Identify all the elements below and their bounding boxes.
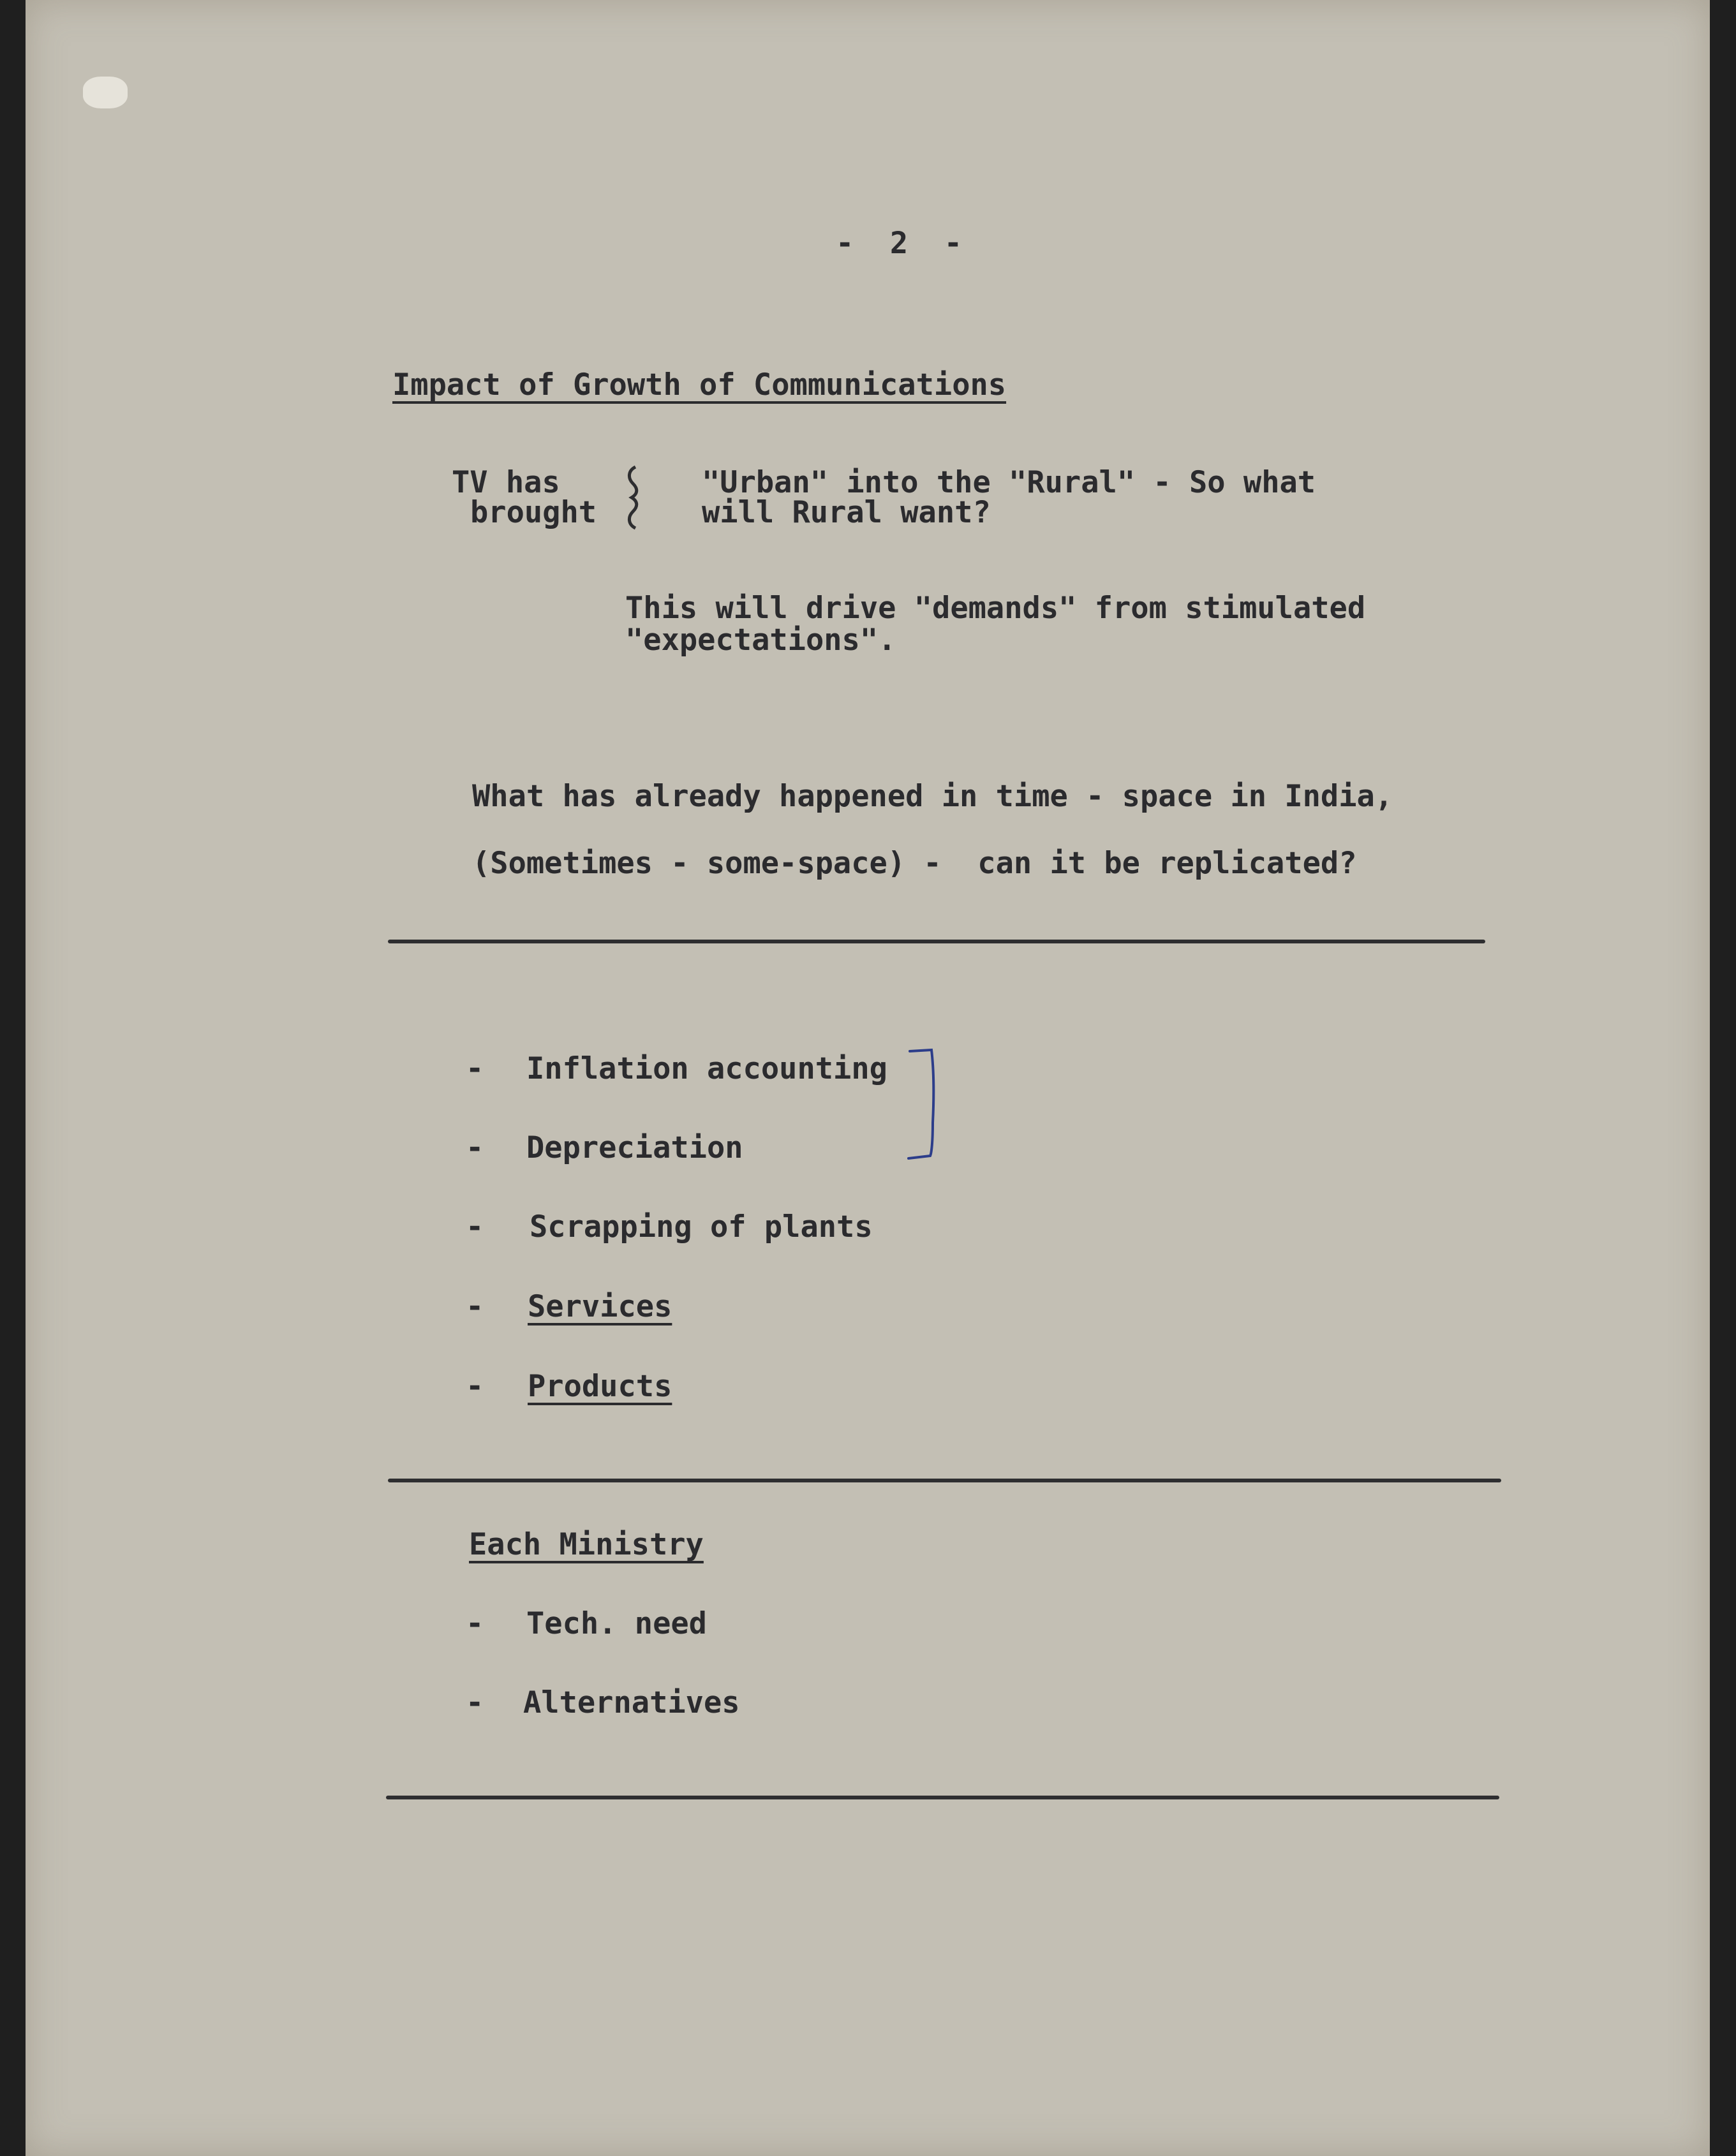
brace-mark — [624, 464, 643, 531]
handwritten-bracket — [906, 1046, 944, 1161]
question-line1: What has already happened in time - space in India, — [472, 779, 1393, 814]
list-dash: - — [466, 1051, 484, 1086]
tv-label-line2: brought — [470, 495, 597, 530]
divider-rule-2 — [388, 1479, 1501, 1482]
divider-rule-1 — [388, 940, 1485, 943]
list-item-scrapping-of-plants: Scrapping of plants — [530, 1209, 873, 1244]
section-heading-communications: Impact of Growth of Communications — [392, 367, 1007, 402]
list-dash: - — [466, 1130, 484, 1165]
list-dash: - — [466, 1606, 484, 1641]
list-item-products: Products — [528, 1369, 672, 1404]
list-dash: - — [466, 1209, 484, 1244]
tv-text-line2: will Rural want? — [702, 495, 991, 530]
list-dash: - — [466, 1289, 484, 1324]
list-item-inflation-accounting: Inflation accounting — [526, 1051, 887, 1086]
list-item-tech-need: Tech. need — [526, 1606, 707, 1641]
page-number: - 2 - — [836, 226, 963, 261]
tv-text-line1: "Urban" into the "Rural" - So what — [702, 465, 1316, 500]
section-heading-each-ministry: Each Ministry — [469, 1527, 704, 1562]
list-dash: - — [466, 1685, 484, 1720]
list-item-services: Services — [528, 1289, 672, 1324]
paper-tear — [83, 77, 128, 108]
tv-label-line1: TV has — [452, 465, 560, 500]
list-item-depreciation: Depreciation — [526, 1130, 743, 1165]
question-line2: (Sometimes - some-space) - can it be replicated? — [472, 846, 1357, 881]
drive-line1: This will drive "demands" from stimulated — [625, 591, 1366, 626]
list-item-alternatives: Alternatives — [523, 1685, 740, 1720]
list-dash: - — [466, 1369, 484, 1404]
drive-line2: "expectations". — [625, 623, 896, 658]
divider-rule-3 — [386, 1796, 1499, 1799]
typed-page — [26, 0, 1710, 2156]
